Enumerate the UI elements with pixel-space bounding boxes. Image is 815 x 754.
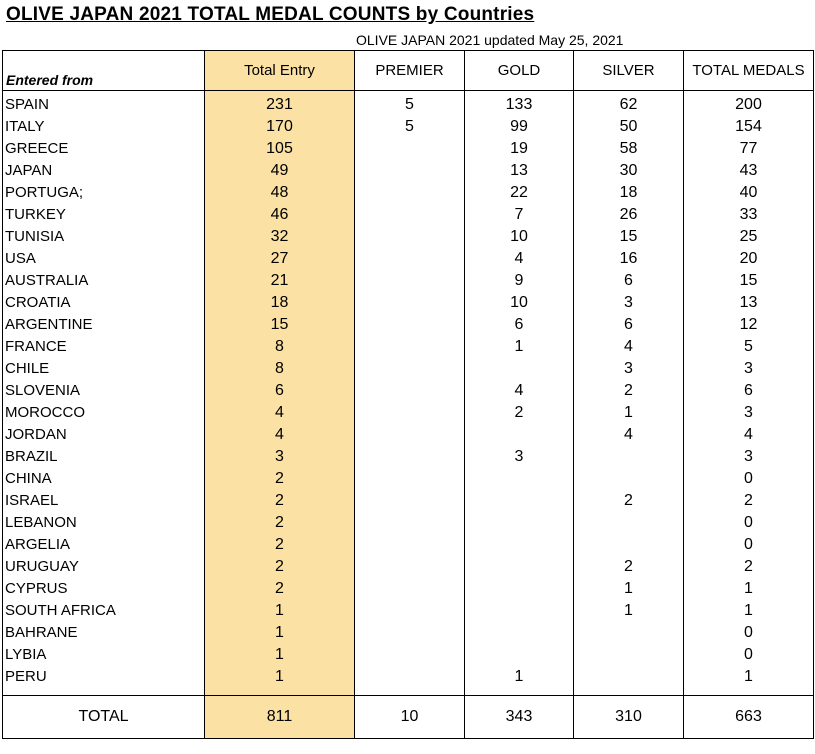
premier-cell <box>355 136 465 158</box>
total-gold: 343 <box>465 696 574 739</box>
silver-cell: 62 <box>574 91 684 115</box>
silver-cell: 30 <box>574 158 684 180</box>
table-row <box>3 334 814 356</box>
country-cell: SOUTH AFRICA <box>3 598 205 620</box>
country-cell: JAPAN <box>3 158 205 180</box>
premier-cell <box>355 334 465 356</box>
silver-cell: 1 <box>574 576 684 598</box>
premier-cell <box>355 268 465 290</box>
total-entry-cell: 105 <box>205 136 355 158</box>
country-cell: SLOVENIA <box>3 378 205 400</box>
premier-cell <box>355 312 465 334</box>
total-entry-cell: 2 <box>205 488 355 510</box>
total-medals-cell: 12 <box>684 312 814 334</box>
total-silver: 310 <box>574 696 684 739</box>
gold-cell: 99 <box>465 114 574 136</box>
total-medals-cell: 2 <box>684 488 814 510</box>
total-medals-cell: 15 <box>684 268 814 290</box>
header-row <box>3 51 814 91</box>
silver-cell: 16 <box>574 246 684 268</box>
silver-cell: 4 <box>574 334 684 356</box>
table-row <box>3 268 814 290</box>
table-row <box>3 114 814 136</box>
total-medals-cell: 0 <box>684 510 814 532</box>
table-row <box>3 400 814 422</box>
header-silver: SILVER <box>574 51 684 91</box>
total-entry-cell: 48 <box>205 180 355 202</box>
gold-cell: 133 <box>465 91 574 115</box>
table-row <box>3 620 814 642</box>
table-row <box>3 664 814 686</box>
country-cell: JORDAN <box>3 422 205 444</box>
total-medals-cell: 13 <box>684 290 814 312</box>
premier-cell <box>355 246 465 268</box>
total-medals-cell: 200 <box>684 91 814 115</box>
header-entered-from: Entered from <box>3 51 205 91</box>
total-entry-cell: 15 <box>205 312 355 334</box>
total-entry-cell: 4 <box>205 400 355 422</box>
gold-cell: 3 <box>465 444 574 466</box>
silver-cell <box>574 620 684 642</box>
total-medals-cell: 1 <box>684 598 814 620</box>
country-cell: BRAZIL <box>3 444 205 466</box>
table-row <box>3 554 814 576</box>
premier-cell <box>355 488 465 510</box>
table-row <box>3 224 814 246</box>
total-row <box>3 696 814 739</box>
silver-cell: 15 <box>574 224 684 246</box>
total-medals-cell: 33 <box>684 202 814 224</box>
gold-cell <box>465 466 574 488</box>
total-medals-cell: 20 <box>684 246 814 268</box>
premier-cell <box>355 290 465 312</box>
premier-cell: 5 <box>355 91 465 115</box>
country-cell: AUSTRALIA <box>3 268 205 290</box>
silver-cell: 58 <box>574 136 684 158</box>
total-entry-cell: 1 <box>205 620 355 642</box>
country-cell: CHINA <box>3 466 205 488</box>
header-total-medals: TOTAL MEDALS <box>684 51 814 91</box>
total-medals-cell: 0 <box>684 642 814 664</box>
gold-cell: 1 <box>465 664 574 686</box>
country-cell: PERU <box>3 664 205 686</box>
total-medals-cell: 154 <box>684 114 814 136</box>
total-medals-cell: 0 <box>684 620 814 642</box>
total-medals-cell: 0 <box>684 466 814 488</box>
total-entry-cell: 49 <box>205 158 355 180</box>
premier-cell <box>355 466 465 488</box>
premier-cell <box>355 224 465 246</box>
silver-cell <box>574 510 684 532</box>
country-cell: URUGUAY <box>3 554 205 576</box>
country-cell: ARGENTINE <box>3 312 205 334</box>
table-row <box>3 202 814 224</box>
country-cell: ITALY <box>3 114 205 136</box>
total-entry-cell: 2 <box>205 576 355 598</box>
premier-cell <box>355 642 465 664</box>
silver-cell: 2 <box>574 378 684 400</box>
gold-cell <box>465 598 574 620</box>
silver-cell: 6 <box>574 312 684 334</box>
silver-cell: 1 <box>574 598 684 620</box>
total-entry-cell: 2 <box>205 554 355 576</box>
gold-cell <box>465 510 574 532</box>
table-row <box>3 488 814 510</box>
gold-cell: 4 <box>465 378 574 400</box>
total-medals-cell: 3 <box>684 400 814 422</box>
total-medals-cell: 0 <box>684 532 814 554</box>
gold-cell: 4 <box>465 246 574 268</box>
total-entry-cell: 8 <box>205 334 355 356</box>
page-title: OLIVE JAPAN 2021 TOTAL MEDAL COUNTS by Countries <box>6 4 535 25</box>
total-medals-cell: 4 <box>684 422 814 444</box>
country-cell: MOROCCO <box>3 400 205 422</box>
total-entry-cell: 231 <box>205 91 355 115</box>
total-entry-cell: 3 <box>205 444 355 466</box>
total-label: TOTAL <box>3 696 205 739</box>
silver-cell: 3 <box>574 356 684 378</box>
silver-cell <box>574 642 684 664</box>
country-cell: FRANCE <box>3 334 205 356</box>
country-cell: PORTUGA; <box>3 180 205 202</box>
silver-cell: 26 <box>574 202 684 224</box>
gold-cell <box>465 532 574 554</box>
table-row <box>3 290 814 312</box>
total-entry-cell: 32 <box>205 224 355 246</box>
total-entry-cell: 1 <box>205 664 355 686</box>
gold-cell <box>465 422 574 444</box>
total-entry-cell: 1 <box>205 598 355 620</box>
premier-cell: 5 <box>355 114 465 136</box>
total-entry-cell: 2 <box>205 466 355 488</box>
total-medals-cell: 1 <box>684 664 814 686</box>
silver-cell: 1 <box>574 400 684 422</box>
gold-cell: 22 <box>465 180 574 202</box>
total-medals-cell: 77 <box>684 136 814 158</box>
table-row <box>3 312 814 334</box>
header-premier: PREMIER <box>355 51 465 91</box>
premier-cell <box>355 356 465 378</box>
table-row <box>3 466 814 488</box>
gold-cell: 7 <box>465 202 574 224</box>
total-medals: 663 <box>684 696 814 739</box>
country-cell: BAHRANE <box>3 620 205 642</box>
header-gold: GOLD <box>465 51 574 91</box>
premier-cell <box>355 378 465 400</box>
total-entry-cell: 1 <box>205 642 355 664</box>
total-premier: 10 <box>355 696 465 739</box>
premier-cell <box>355 554 465 576</box>
total-entry-cell: 46 <box>205 202 355 224</box>
silver-cell: 4 <box>574 422 684 444</box>
total-medals-cell: 40 <box>684 180 814 202</box>
table-row <box>3 576 814 598</box>
premier-cell <box>355 158 465 180</box>
table-row <box>3 444 814 466</box>
premier-cell <box>355 180 465 202</box>
gold-cell: 10 <box>465 224 574 246</box>
total-entry-cell: 21 <box>205 268 355 290</box>
total-medals-cell: 1 <box>684 576 814 598</box>
total-entry-cell: 4 <box>205 422 355 444</box>
silver-cell: 6 <box>574 268 684 290</box>
gold-cell <box>465 576 574 598</box>
country-cell: LEBANON <box>3 510 205 532</box>
country-cell: ISRAEL <box>3 488 205 510</box>
table-row <box>3 180 814 202</box>
update-note: OLIVE JAPAN 2021 updated May 25, 2021 <box>356 32 624 48</box>
table-row <box>3 598 814 620</box>
total-entry-cell: 170 <box>205 114 355 136</box>
country-cell: CYPRUS <box>3 576 205 598</box>
table-row <box>3 246 814 268</box>
table-row <box>3 91 814 115</box>
country-cell: GREECE <box>3 136 205 158</box>
silver-cell: 2 <box>574 488 684 510</box>
country-cell: ARGELIA <box>3 532 205 554</box>
gold-cell <box>465 554 574 576</box>
total-medals-cell: 3 <box>684 356 814 378</box>
country-cell: SPAIN <box>3 91 205 115</box>
silver-cell: 50 <box>574 114 684 136</box>
total-medals-cell: 3 <box>684 444 814 466</box>
table-row <box>3 378 814 400</box>
table-row <box>3 642 814 664</box>
spacer-row <box>3 686 814 696</box>
gold-cell: 9 <box>465 268 574 290</box>
country-cell: LYBIA <box>3 642 205 664</box>
gold-cell: 6 <box>465 312 574 334</box>
country-cell: USA <box>3 246 205 268</box>
total-medals-cell: 6 <box>684 378 814 400</box>
table-row <box>3 422 814 444</box>
premier-cell <box>355 444 465 466</box>
gold-cell: 19 <box>465 136 574 158</box>
total-medals-cell: 25 <box>684 224 814 246</box>
country-cell: TUNISIA <box>3 224 205 246</box>
premier-cell <box>355 400 465 422</box>
total-entry-cell: 27 <box>205 246 355 268</box>
silver-cell: 18 <box>574 180 684 202</box>
table-row <box>3 510 814 532</box>
premier-cell <box>355 598 465 620</box>
gold-cell: 1 <box>465 334 574 356</box>
total-entry: 811 <box>205 696 355 739</box>
country-cell: TURKEY <box>3 202 205 224</box>
total-entry-cell: 8 <box>205 356 355 378</box>
gold-cell <box>465 488 574 510</box>
total-entry-cell: 2 <box>205 532 355 554</box>
country-cell: CROATIA <box>3 290 205 312</box>
total-entry-cell: 2 <box>205 510 355 532</box>
gold-cell: 2 <box>465 400 574 422</box>
total-medals-cell: 2 <box>684 554 814 576</box>
total-medals-cell: 5 <box>684 334 814 356</box>
premier-cell <box>355 202 465 224</box>
premier-cell <box>355 532 465 554</box>
medal-table <box>2 50 814 739</box>
premier-cell <box>355 664 465 686</box>
country-cell: CHILE <box>3 356 205 378</box>
silver-cell <box>574 664 684 686</box>
gold-cell <box>465 642 574 664</box>
total-entry-cell: 18 <box>205 290 355 312</box>
gold-cell: 10 <box>465 290 574 312</box>
silver-cell <box>574 444 684 466</box>
premier-cell <box>355 576 465 598</box>
total-medals-cell: 43 <box>684 158 814 180</box>
table-row <box>3 532 814 554</box>
header-total-entry: Total Entry <box>205 51 355 91</box>
total-entry-cell: 6 <box>205 378 355 400</box>
table-row <box>3 136 814 158</box>
gold-cell <box>465 620 574 642</box>
silver-cell: 2 <box>574 554 684 576</box>
premier-cell <box>355 620 465 642</box>
premier-cell <box>355 422 465 444</box>
silver-cell: 3 <box>574 290 684 312</box>
premier-cell <box>355 510 465 532</box>
table-body <box>3 91 814 687</box>
table-row <box>3 158 814 180</box>
gold-cell <box>465 356 574 378</box>
silver-cell <box>574 466 684 488</box>
gold-cell: 13 <box>465 158 574 180</box>
table-row <box>3 356 814 378</box>
silver-cell <box>574 532 684 554</box>
